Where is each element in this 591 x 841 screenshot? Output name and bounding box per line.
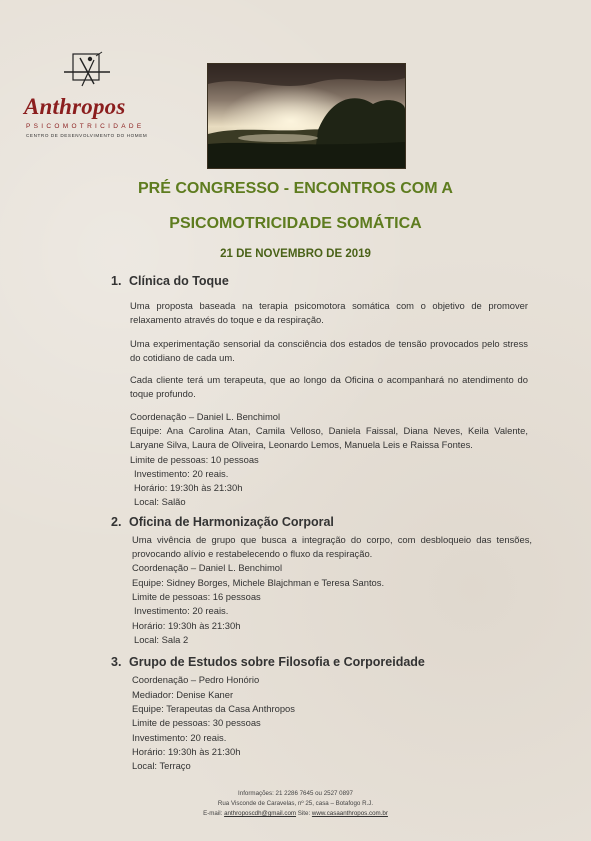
page-title-line1: PRÉ CONGRESSO - ENCONTROS COM A — [138, 180, 453, 197]
footer-address: Rua Visconde de Caravelas, nº 25, casa – Botafogo R.J. — [217, 800, 374, 807]
section-3-location: Local: Terraço — [132, 760, 191, 771]
section-3-team: Equipe: Terapeutas da Casa Anthropos — [132, 703, 295, 714]
footer-phones: Informações: 21 2286 7645 ou 2527 0897 — [238, 790, 353, 797]
section-1-paragraph-2: Uma experimentação sensorial da consciência dos estados de tensão provocados pelo stress do cotidiano de cada um. — [130, 338, 528, 363]
footer-site-link[interactable]: www.casaanthropos.com.br — [311, 810, 388, 817]
section-1-schedule: Horário: 19:30h às 21:30h — [134, 482, 243, 493]
landscape-painting-image — [208, 64, 405, 168]
section-3-limit: Limite de pessoas: 30 pessoas — [132, 717, 261, 728]
event-date: 21 DE NOVEMBRO DE 2019 — [220, 248, 371, 260]
section-1-number: 1. — [111, 274, 122, 288]
footer-site-label: Site: — [297, 810, 311, 817]
section-2-paragraph-1: Uma vivência de grupo que busca a integração do corpo, com desbloqueio das tensões, provocando alívio e restabelecendo o fluxo da respiração. — [132, 534, 532, 559]
footer-email-link[interactable]: anthroposcdh@gmail.com — [224, 810, 297, 817]
footer-contacts — [0, 809, 591, 818]
section-2-limit: Limite de pessoas: 16 pessoas — [132, 591, 261, 602]
section-2-coordination: Coordenação – Daniel L. Benchimol — [132, 562, 283, 573]
section-1-investment: Investimento: 20 reais. — [134, 468, 229, 479]
section-1-location: Local: Salão — [134, 496, 186, 507]
section-1-limit: Limite de pessoas: 10 pessoas — [130, 454, 259, 465]
logo-tagline: CENTRO DE DESENVOLVIMENTO DO HOMEM — [26, 133, 148, 138]
section-2-investment: Investimento: 20 reais. — [134, 605, 229, 616]
section-1-paragraph-1: Uma proposta baseada na terapia psicomotora somática com o objetivo de promover relaxamento através do toque e da respiração. — [130, 300, 528, 325]
section-3-schedule: Horário: 19:30h às 21:30h — [132, 746, 241, 757]
section-3-number: 3. — [111, 655, 122, 669]
section-2-schedule: Horário: 19:30h às 21:30h — [132, 620, 241, 631]
section-3-title: Grupo de Estudos sobre Filosofia e Corporeidade — [129, 655, 425, 669]
section-2-title: Oficina de Harmonização Corporal — [129, 515, 334, 529]
section-1-paragraph-3: Cada cliente terá um terapeuta, que ao longo da Oficina o acompanhará no atendimento do toque profundo. — [130, 374, 528, 399]
section-1-coordination: Coordenação – Daniel L. Benchimol — [130, 411, 281, 422]
logo — [22, 50, 152, 145]
logo-subtitle: PSICOMOTRICIDADE — [26, 123, 145, 130]
section-2-number: 2. — [111, 515, 122, 529]
figure-logo-icon — [60, 50, 116, 92]
section-2-team: Equipe: Sidney Borges, Michele Blajchman e Teresa Santos. — [132, 577, 385, 588]
logo-name: Anthropos — [24, 94, 126, 119]
section-1-team: Equipe: Ana Carolina Atan, Camila Velloso, Daniela Faissal, Diana Neves, Keila Valente, Laryane Silva, Laura de Oliveira, Leonardo Lemos, Manuela Leis e Raissa Fontes. — [130, 425, 528, 450]
section-1-heading — [111, 274, 229, 288]
section-3-investment: Investimento: 20 reais. — [132, 732, 227, 743]
landscape-painting — [207, 63, 406, 169]
section-3-heading — [111, 655, 425, 669]
section-2-heading — [111, 515, 334, 529]
section-1-title: Clínica do Toque — [129, 274, 229, 288]
page-title-line2: PSICOMOTRICIDADE SOMÁTICA — [169, 215, 422, 232]
footer-email-label: E-mail: — [203, 810, 223, 817]
section-3-coordination: Coordenação – Pedro Honório — [132, 674, 260, 685]
section-2-location: Local: Sala 2 — [134, 634, 189, 645]
section-3-mediator: Mediador: Denise Kaner — [132, 689, 234, 700]
